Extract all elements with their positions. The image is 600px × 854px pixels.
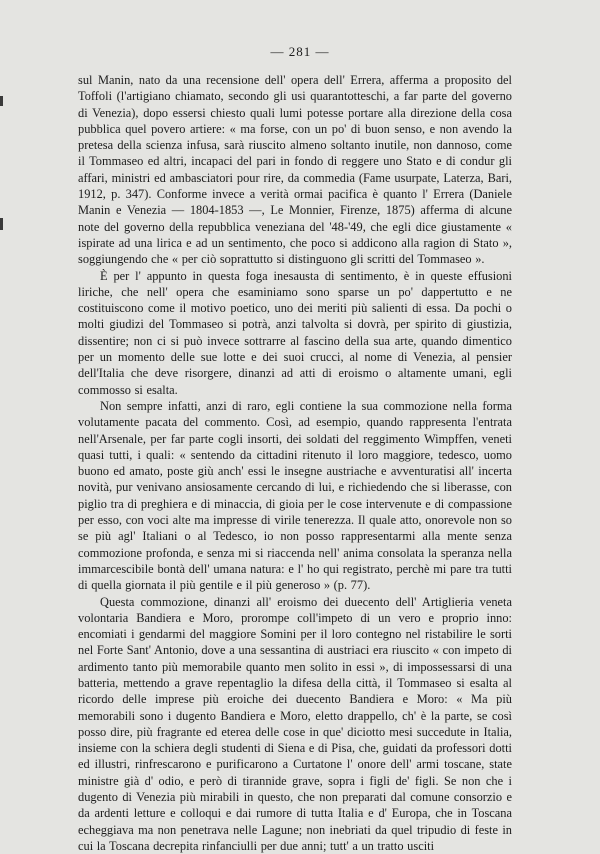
- paragraph: sul Manin, nato da una recensione dell' opera dell' Errera, afferma a proposito del Toffoli (l'artigiano chiamato, secondo gli usi quarantotteschi, a far parte del governo di Venezia), dopo essersi chiesto quali lumi potesse portare alla direzione della cosa pubblica quel povero artiere: « ma forse, con un po' di buon senso, e non avendo la pretesa della scienza infusa, sarà riuscito almeno soltanto inutile, non dannoso, come il Tommaseo ed altri, incapaci del pari in fondo di reggere uno Stato e di condur gli affari, ministri ed ambasciatori pour rire, da commedia (Fame usurpate, Laterza, Bari, 1912, p. 347). Conforme invece a verità ormai pacifica è quanto l' Errera (Daniele Manin e Venezia — 1804-1853 —, Le Monnier, Firenze, 1875) afferma di alcune note del governo della repubblica veneziana del '48-'49, che egli dice giustamente « ispirate ad una lirica e ad un sentimento, che poco si addicono alla ragion di Stato », soggiungendo che « per ciò soprattutto si distinguono gli scritti del Tommaseo ».: [78, 72, 512, 268]
- paragraph: Questa commozione, dinanzi all' eroismo dei duecento dell' Artiglieria veneta volontaria Bandiera e Moro, prorompe coll'impeto di un vero e proprio inno: encomiati i gendarmi del maggiore Somini per il loro contegno nel ristabilire le sorti nel Forte Sant' Antonio, dove a una sessantina di austriaci era riuscito « con impeto di ardimento tanto più memorabile quanto men solito in essi », di impossessarsi di una batteria, mettendo a grave repentaglio la difesa della città, il Tommaseo si esalta al ricordo delle imprese più eroiche dei duecento Bandiera e Moro: « Ma più memorabili sono i dugento Bandiera e Moro, eletto drappello, ch' è la parte, se così posso dire, più fragrante ed eterea delle cose in que' diciotto mesi succedute in Italia, insieme con la schiera degli studenti di Siena e di Pisa, che, guidati da professori dotti ed illustri, rinfrescarono e purificarono a Curtatone l' onore dell' armi toscane, state ministre già d' odio, e però di tirannide grave, sopra i figli de' figli. Se non che i dugento di Venezia più mirabili in questo, che non preparati dal comune consorzio e da ardenti letture e colloqui e dai rumore di tutta Italia e d' Europa, che in Toscana echeggiava ma non penetrava nelle Lagune; non inebriati da quel tripudio di feste in cui la Toscana decrepita rinfanciulli per due anni; tutt' a un tratto usciti: [78, 594, 512, 854]
- paragraph: Non sempre infatti, anzi di raro, egli contiene la sua commozione nella forma volutamente pacata del commento. Così, ad esempio, quando rappresenta l'entrata nell'Arsenale, per far parte cogli insorti, dei soldati del reggimento Wimpffen, veneti quasi tutti, i quali: « sentendo da cittadini ritenuto il loro maggiore, tedesco, uomo buono ed amato, poste giù anch' essi le insegne austriache e avventuratisi all' incerta novità, pur venivano ansiosamente cercando di lui, e richiedendo che si liberasse, con piglio tra di preghiera e di minaccia, di gioia per le cose intervenute e di compassione per esso, con voci alte ma impresse di virile tenerezza. Il quale atto, onorevole non so se più agl' Italiani o al Tedesco, io non posso rappresentarmi alla mente senza commozione profonda, e senza mi si riaccenda nell' anima consolata la speranza nella immarcescibile bontà dell' umana natura: e l' ho qui registrato, perchè mi pare tra tutti di quella giornata il più gentile e il più generoso » (p. 77).: [78, 398, 512, 594]
- page-number: — 281 —: [0, 44, 600, 60]
- binding-edge-mark: [0, 96, 3, 106]
- paragraph: È per l' appunto in questa foga inesausta di sentimento, è in queste effusioni liriche, che nell' opera che esaminiamo sono sparse un po' dappertutto e ne costituiscono come il motivo poetico, uno dei meriti più salienti di essa. Da pochi o molti giudizi del Tommaseo si potrà, anzi talvolta si dovrà, per spirito di giustizia, dissentire; non ci si può invece sottrarre al fascino della sua arte, quando dimentico per un momento delle sue lotte e dei suoi crucci, al nome di Venezia, al pensier dell'Italia che deve risorgere, dinanzi ad atti di eroismo o altamente umani, egli commosso si esalta.: [78, 268, 512, 398]
- body-text: [78, 72, 512, 854]
- binding-edge-mark: [0, 218, 3, 230]
